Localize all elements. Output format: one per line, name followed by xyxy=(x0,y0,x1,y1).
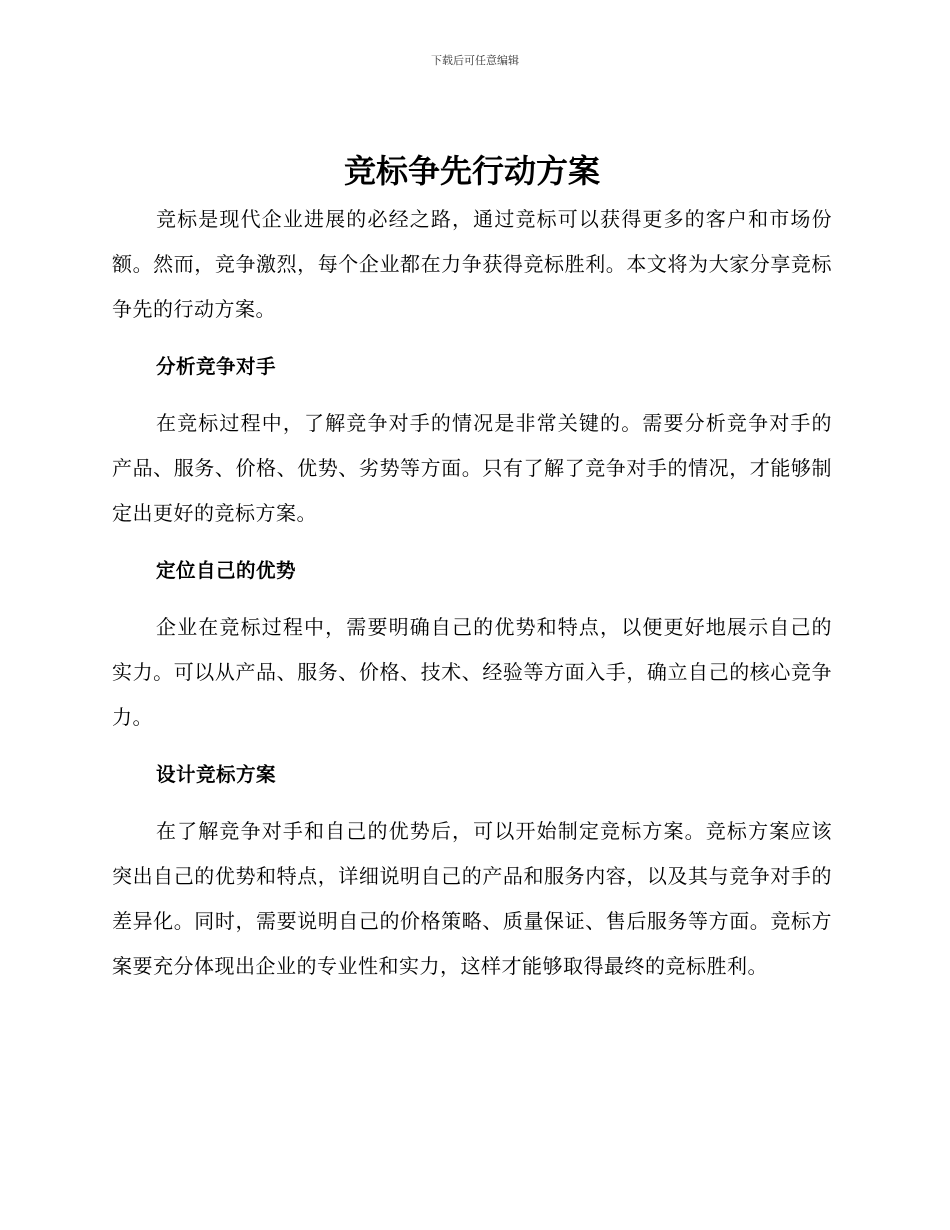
section-heading-position-strengths: 定位自己的优势 xyxy=(156,559,297,582)
document-title: 竞标争先行动方案 xyxy=(343,152,600,190)
document-body xyxy=(112,149,832,989)
section-body-position-strengths: 企业在竞标过程中，需要明确自己的优势和特点，以便更好地展示自己的实力。可以从产品、服务、价格、技术、经验等方面入手，确立自己的核心竞争力。 xyxy=(112,615,832,729)
intro-paragraph: 竞标是现代企业进展的必经之路，通过竞标可以获得更多的客户和市场份额。然而，竞争激烈，每个企业都在力争获得竞标胜利。本文将为大家分享竞标争先的行动方案。 xyxy=(112,207,832,321)
page-header-note: 下载后可任意编辑 xyxy=(431,54,519,67)
section-body-design-bid-plan: 在了解竞争对手和自己的优势后，可以开始制定竞标方案。竞标方案应该突出自己的优势和特点，详细说明自己的产品和服务内容，以及其与竞争对手的差异化。同时，需要说明自己的价格策略、质量保证、售后服务等方面。竞标方案要充分体现出企业的专业性和实力，这样才能够取得最终的竞标胜利。 xyxy=(112,819,832,978)
section-body-analyze-competitors: 在竞标过程中，了解竞争对手的情况是非常关键的。需要分析竞争对手的产品、服务、价格、优势、劣势等方面。只有了解了竞争对手的情况，才能够制定出更好的竞标方案。 xyxy=(112,411,832,525)
section-heading-design-bid-plan: 设计竞标方案 xyxy=(156,763,277,786)
section-heading-analyze-competitors: 分析竞争对手 xyxy=(156,355,277,378)
